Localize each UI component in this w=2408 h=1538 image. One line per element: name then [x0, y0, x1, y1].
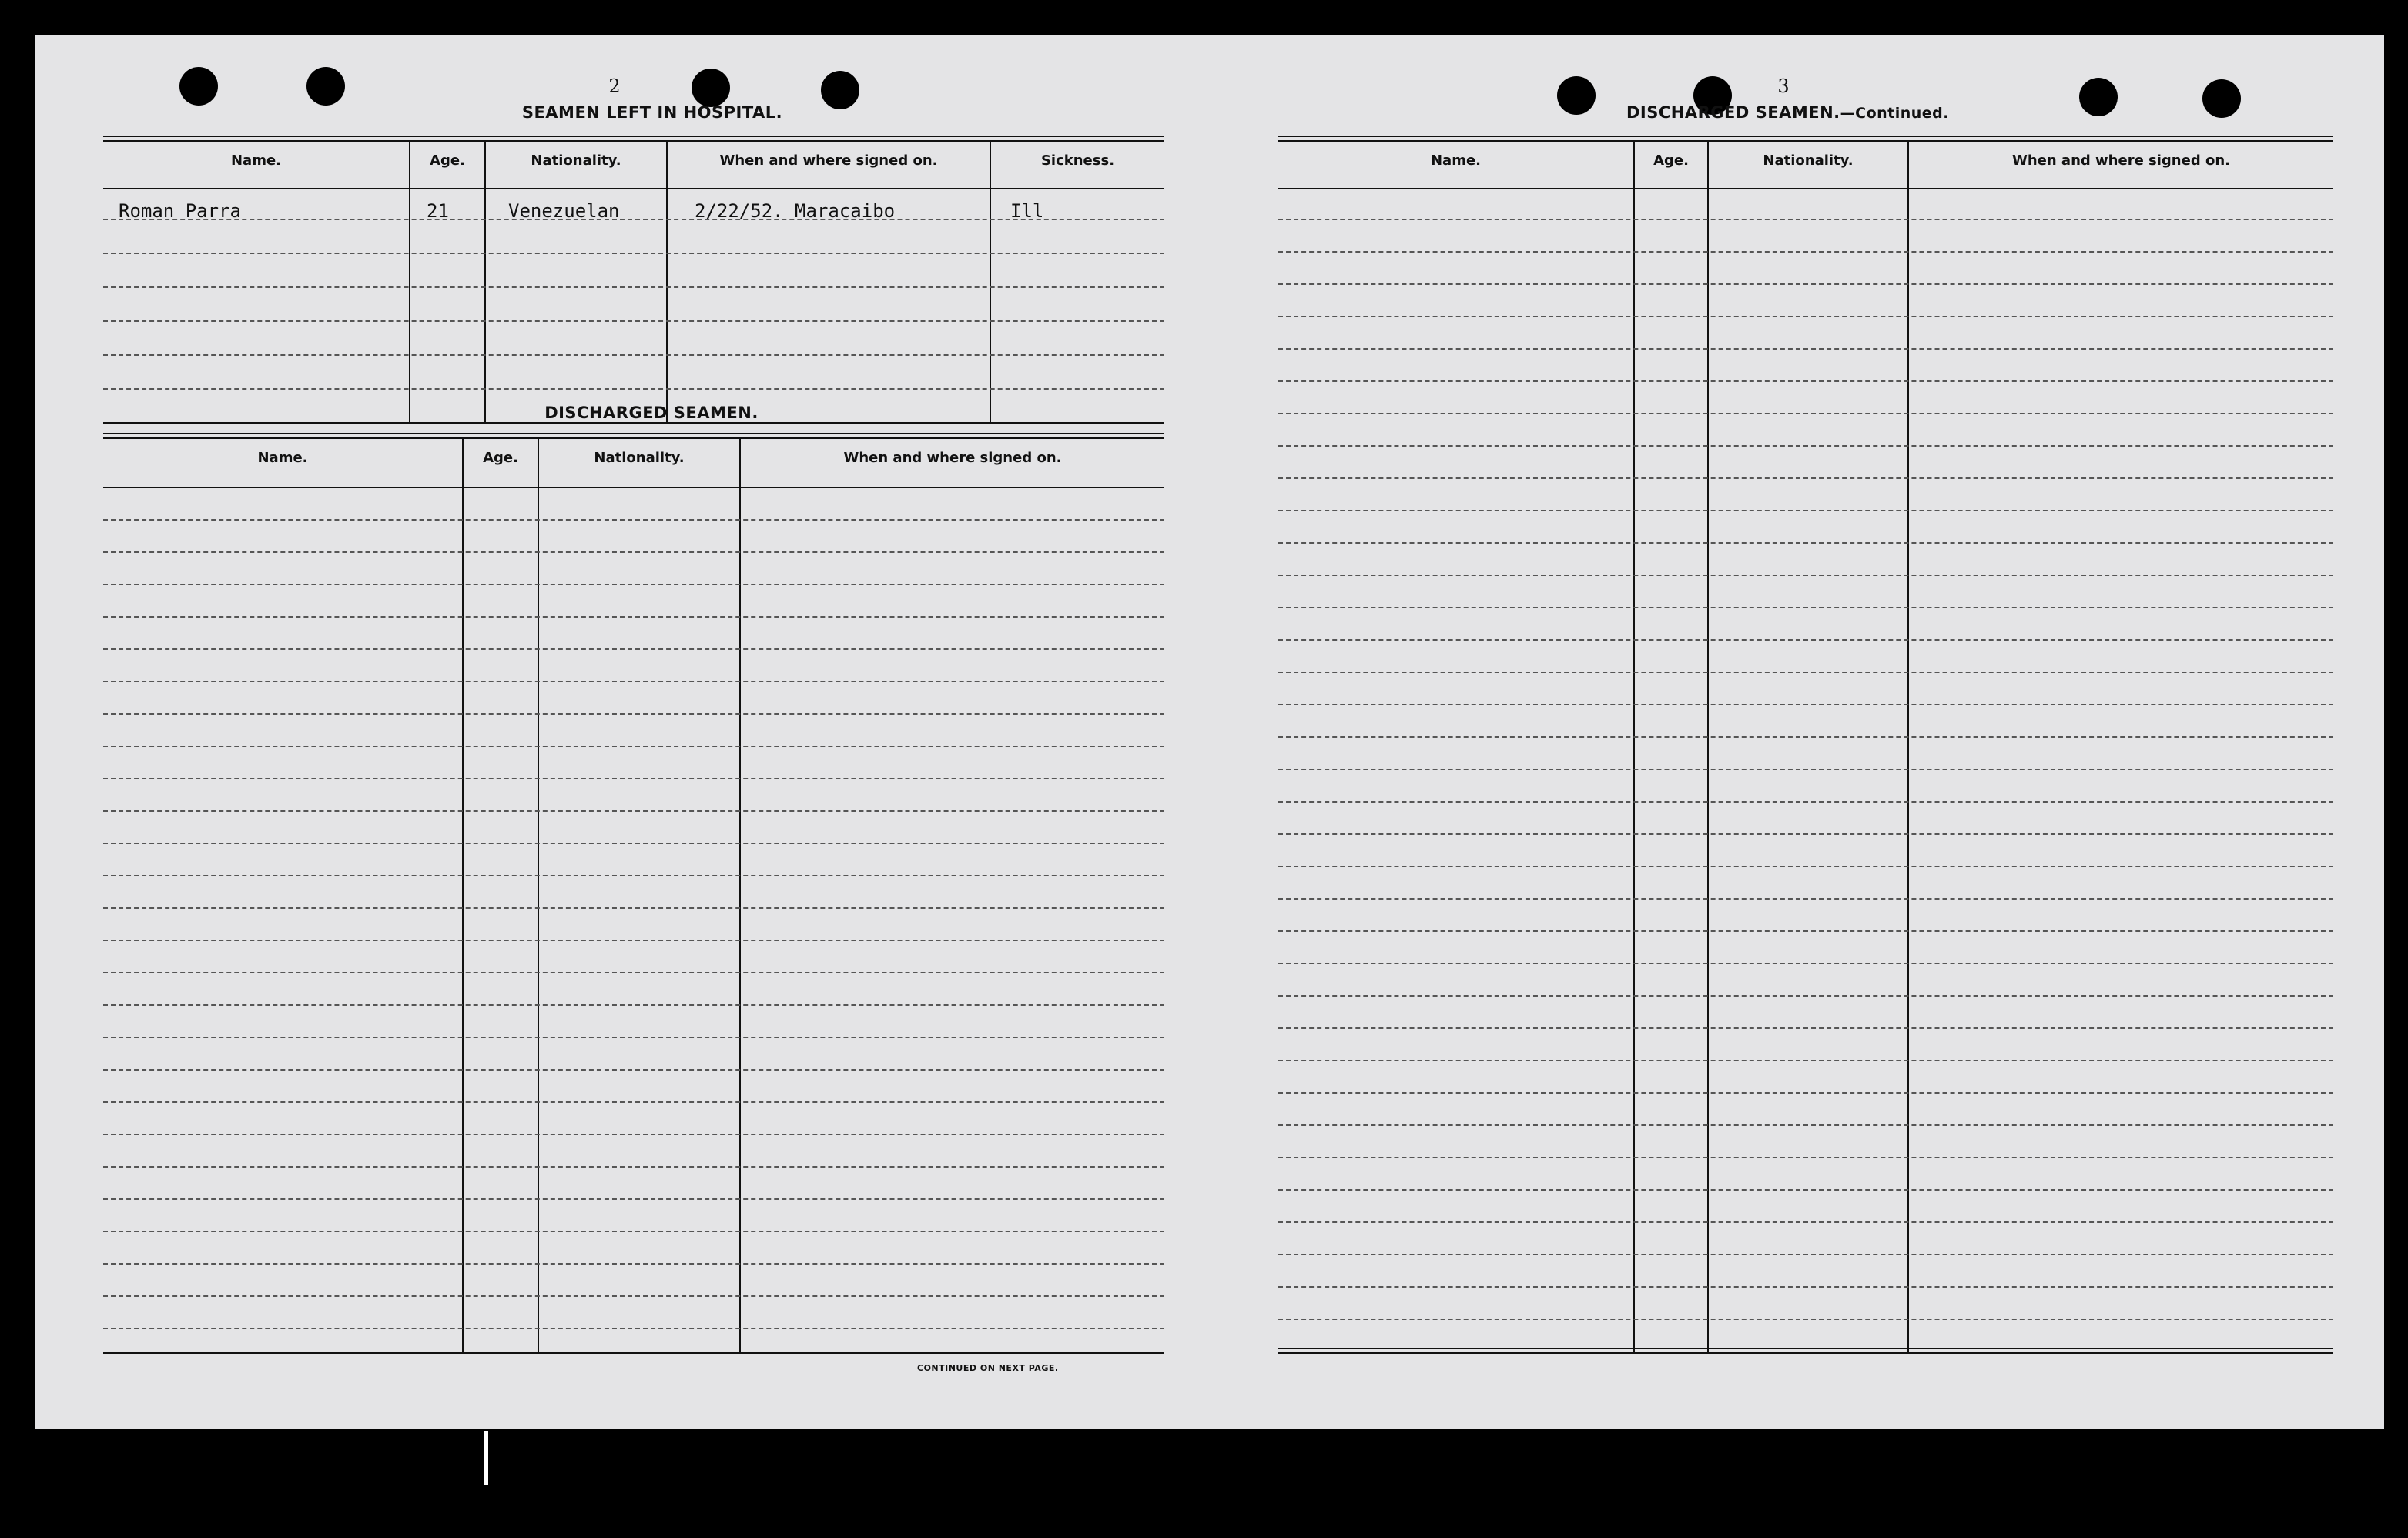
column-header-signed-on: When and where signed on.: [843, 450, 1062, 466]
ruling-line: [1278, 1221, 2333, 1223]
seaman-nationality: Venezuelan: [508, 200, 620, 222]
seaman-sickness: Ill: [1010, 200, 1044, 222]
ruling-line: [103, 778, 1164, 779]
column-header-nationality: Nationality.: [1763, 152, 1854, 169]
ruling-line: [1278, 1319, 2333, 1320]
ruling-line: [103, 1198, 1164, 1200]
ruling-line: [103, 1295, 1164, 1297]
ruling-line: [1278, 1254, 2333, 1255]
column-header-name: Name.: [230, 152, 281, 169]
ruling-line: [103, 1134, 1164, 1135]
seaman-age: 21: [427, 200, 449, 222]
ruling-line: [103, 551, 1164, 553]
ruling-line: [1278, 1286, 2333, 1288]
ruling-line: [103, 843, 1164, 844]
column-header-signed-on: When and where signed on.: [719, 152, 938, 169]
binder-hole: [821, 71, 859, 109]
ruling-line: [1278, 801, 2333, 803]
edge-mark: [484, 1431, 488, 1485]
binder-hole: [2202, 79, 2241, 118]
ruling-line: [1278, 607, 2333, 608]
ruling-line: [1278, 898, 2333, 900]
ruling-line: [103, 1069, 1164, 1071]
ruling-line: [1278, 575, 2333, 576]
page-number: 3: [1777, 75, 1790, 97]
column-header-nationality: Nationality.: [594, 450, 685, 466]
ruling-line: [1278, 833, 2333, 835]
column-header-sickness: Sickness.: [1040, 152, 1115, 169]
ruling-line: [103, 746, 1164, 747]
discharged-continued-title: [1626, 103, 1949, 122]
ruling-line: [1278, 510, 2333, 511]
ruling-line: [1278, 477, 2333, 479]
ruling-line: [103, 907, 1164, 909]
ruling-line: [103, 681, 1164, 682]
discharged-section-title: DISCHARGED SEAMEN.: [544, 404, 759, 422]
ruling-line: [1278, 219, 2333, 220]
document-sheet: [35, 35, 2384, 1429]
ruling-line: [1278, 1124, 2333, 1126]
hospital-section-title: SEAMEN LEFT IN HOSPITAL.: [521, 103, 783, 122]
ruling-line: [103, 1263, 1164, 1265]
binder-hole: [1557, 76, 1596, 115]
ruling-line: [1278, 995, 2333, 997]
section-title-text: DISCHARGED SEAMEN.: [1626, 103, 1840, 122]
ruling-line: [1278, 930, 2333, 932]
seaman-name: Roman Parra: [119, 200, 241, 222]
continued-note: CONTINUED ON NEXT PAGE.: [917, 1363, 1059, 1373]
column-header-age: Age.: [430, 152, 465, 169]
ruling-line: [103, 616, 1164, 618]
ruling-line: [103, 810, 1164, 812]
ruling-line: [1278, 769, 2333, 770]
ruling-line: [1278, 316, 2333, 317]
ruling-line: [103, 1231, 1164, 1232]
ruling-line: [103, 1101, 1164, 1103]
page-number: 2: [608, 75, 621, 97]
ruling-line: [103, 972, 1164, 973]
binder-hole: [692, 69, 730, 107]
column-header-age: Age.: [483, 450, 518, 466]
section-title-suffix: —Continued.: [1840, 105, 1950, 122]
ruling-line: [1278, 672, 2333, 673]
column-header-nationality: Nationality.: [531, 152, 621, 169]
ruling-line: [1278, 1157, 2333, 1158]
ruling-line: [103, 1004, 1164, 1006]
ruling-line: [1278, 445, 2333, 447]
ruling-line: [1278, 736, 2333, 738]
ruling-line: [1278, 413, 2333, 414]
column-header-signed-on: When and where signed on.: [2011, 152, 2231, 169]
ruling-line: [1278, 251, 2333, 253]
ruling-line: [103, 519, 1164, 521]
binder-hole: [179, 67, 218, 106]
ruling-line: [1278, 380, 2333, 382]
ruling-line: [103, 940, 1164, 941]
column-header-name: Name.: [1430, 152, 1481, 169]
ruling-line: [1278, 1092, 2333, 1094]
ruling-line: [103, 1037, 1164, 1038]
ruling-line: [1278, 1189, 2333, 1191]
ruling-line: [103, 648, 1164, 650]
column-header-age: Age.: [1653, 152, 1689, 169]
ruling-line: [103, 1166, 1164, 1168]
binder-hole: [306, 67, 345, 106]
ruling-line: [1278, 704, 2333, 705]
ruling-line: [103, 875, 1164, 876]
column-header-name: Name.: [257, 450, 308, 466]
ruling-line: [103, 584, 1164, 585]
seaman-signed-on: 2/22/52. Maracaibo: [695, 200, 896, 222]
ruling-line: [1278, 1027, 2333, 1029]
ruling-line: [1278, 866, 2333, 867]
ruling-line: [1278, 963, 2333, 964]
ruling-line: [1278, 283, 2333, 285]
ruling-line: [1278, 639, 2333, 641]
ruling-line: [103, 1328, 1164, 1329]
ruling-line: [1278, 348, 2333, 350]
ruling-line: [1278, 542, 2333, 544]
ruling-line: [1278, 1060, 2333, 1061]
binder-hole: [2079, 78, 2118, 116]
ruling-line: [103, 713, 1164, 715]
